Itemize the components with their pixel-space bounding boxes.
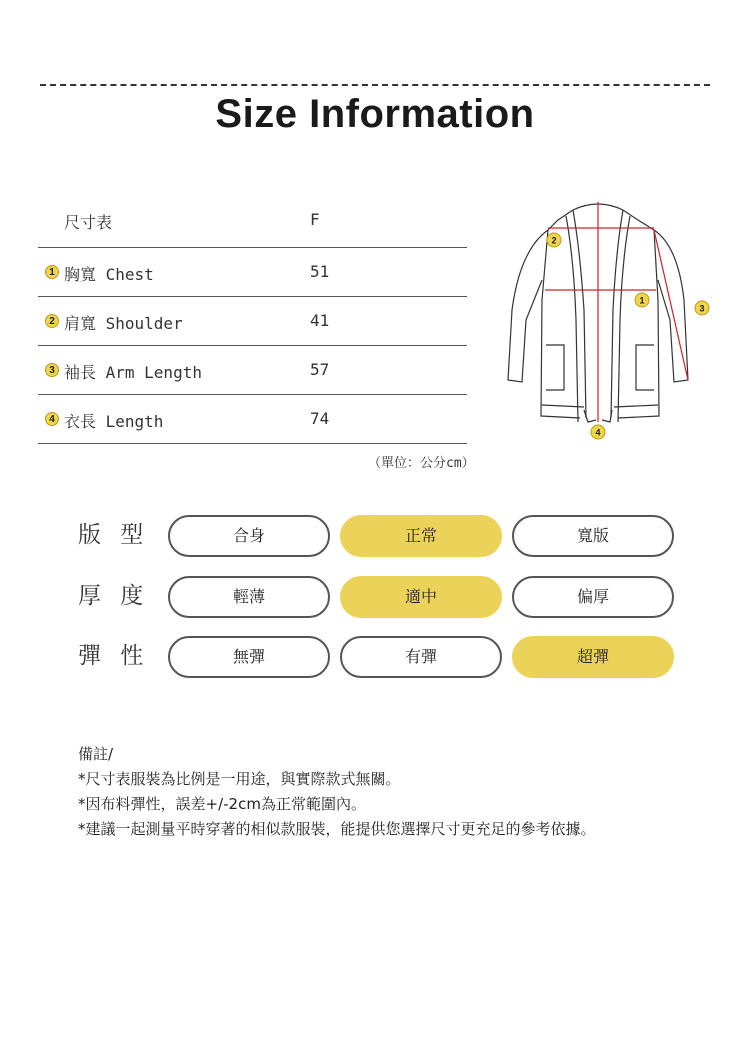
measure-value: 41 bbox=[310, 311, 330, 330]
measure-label: 衣長 Length bbox=[64, 412, 164, 431]
measure-value: 74 bbox=[310, 409, 330, 428]
dashed-divider bbox=[40, 84, 710, 86]
note-line: *建議一起測量平時穿著的相似款服裝，能提供您選擇尺寸更充足的參考依據。 bbox=[78, 820, 596, 838]
note-line: *尺寸表服裝為比例是一用途，與實際款式無關。 bbox=[78, 770, 401, 788]
table-header-row bbox=[38, 196, 467, 248]
marker-3-label: 3 bbox=[699, 303, 705, 314]
measure-value: 51 bbox=[310, 262, 330, 281]
marker-badge: 3 bbox=[45, 363, 59, 377]
marker-badge: 2 bbox=[45, 314, 59, 328]
marker-1-label: 1 bbox=[639, 295, 645, 306]
table-row bbox=[38, 248, 467, 297]
table-row bbox=[38, 346, 467, 395]
marker-badge: 1 bbox=[45, 265, 59, 279]
marker-badge: 4 bbox=[45, 412, 59, 426]
cardigan-outline-icon bbox=[498, 190, 720, 445]
elasticity-option-some: 有彈 bbox=[340, 636, 502, 678]
fit-option-loose: 寬版 bbox=[512, 515, 674, 557]
measure-label: 袖長 Arm Length bbox=[64, 363, 202, 382]
thickness-option-thin: 輕薄 bbox=[168, 576, 330, 618]
note-line: *因布料彈性，誤差+/-2cm為正常範圍內。 bbox=[78, 795, 366, 813]
measure-value: 57 bbox=[310, 360, 330, 379]
marker-2-label: 2 bbox=[551, 235, 557, 246]
marker-4-label: 4 bbox=[595, 427, 601, 438]
thickness-label: 厚 度 bbox=[78, 583, 150, 609]
fit-option-slim: 合身 bbox=[168, 515, 330, 557]
notes-section bbox=[78, 742, 596, 842]
notes-heading: 備註/ bbox=[78, 745, 114, 763]
table-header-label: 尺寸表 bbox=[64, 213, 113, 232]
table-row bbox=[38, 297, 467, 346]
fit-label: 版 型 bbox=[78, 522, 150, 548]
thickness-option-thick: 偏厚 bbox=[512, 576, 674, 618]
elasticity-label: 彈 性 bbox=[78, 643, 150, 669]
size-table bbox=[38, 196, 467, 444]
thickness-option-medium: 適中 bbox=[340, 576, 502, 618]
page-title: Size Information bbox=[215, 92, 535, 136]
measure-label: 肩寬 Shoulder bbox=[64, 314, 183, 333]
fit-option-regular: 正常 bbox=[340, 515, 502, 557]
measure-label: 胸寬 Chest bbox=[64, 265, 154, 284]
elasticity-option-high: 超彈 bbox=[512, 636, 674, 678]
table-header-size: F bbox=[310, 210, 320, 229]
unit-note: （單位：公分cm） bbox=[368, 456, 475, 471]
table-row bbox=[38, 395, 467, 444]
elasticity-option-none: 無彈 bbox=[168, 636, 330, 678]
